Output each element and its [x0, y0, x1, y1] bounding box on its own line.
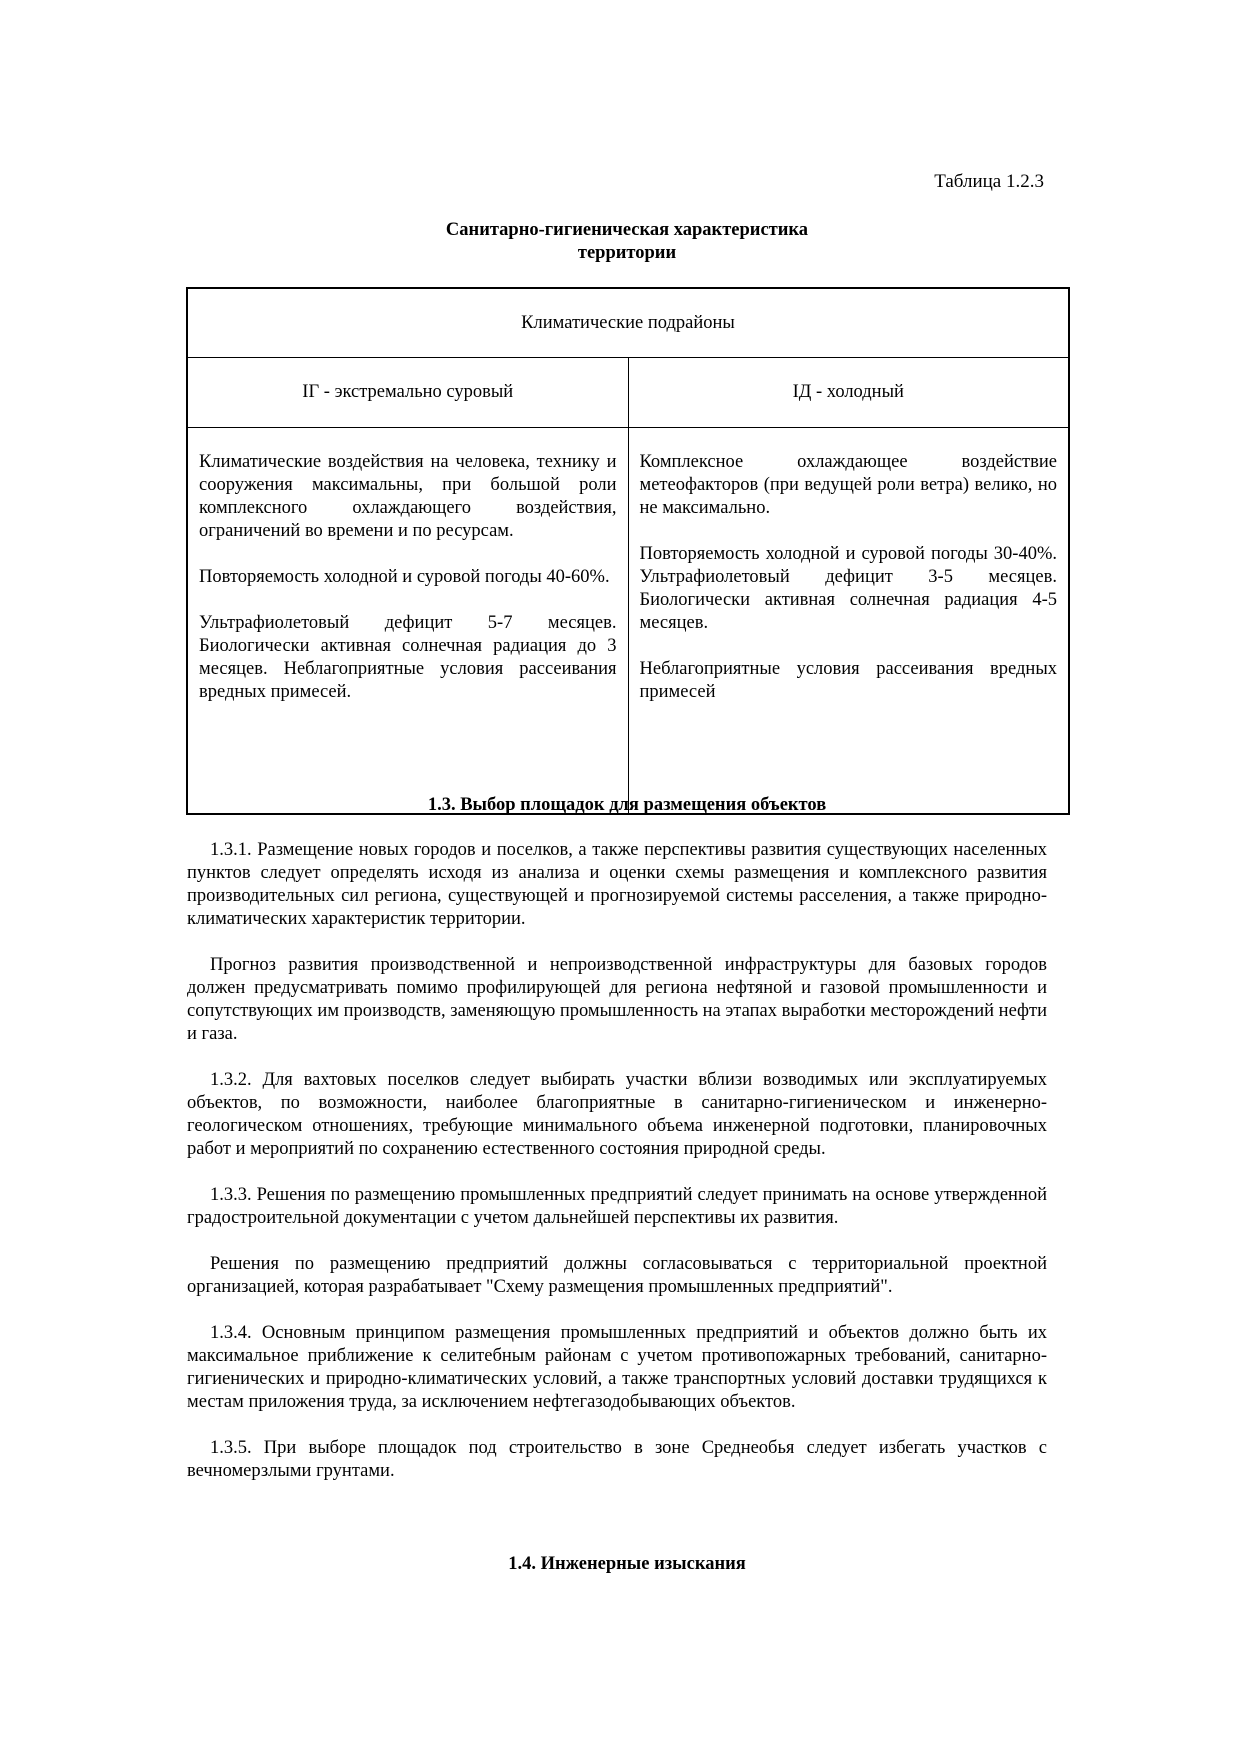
- cell-paragraph: Неблагоприятные условия рассеивания вредных примесей: [639, 659, 1057, 702]
- paragraph-1-3-2: 1.3.2. Для вахтовых поселков следует выбирать участки вблизи возводимых или эксплуатируемых объектов, по возможности, наиболее благоприятные в санитарно-гигиеническом и инженерно-геологическом отношениях, требующие минимального объема инженерной подготовки, планировочных работ и мероприятий по сохранению естественного состояния природной среды.: [187, 1070, 1047, 1159]
- section-1-3-body: [187, 839, 1047, 1506]
- table-title-line-1: Санитарно-гигиеническая характеристика: [445, 220, 809, 240]
- section-heading-1-4: 1.4. Инженерные изыскания: [508, 1554, 746, 1574]
- table-caption: Таблица 1.2.3: [934, 171, 1044, 192]
- paragraph-decisions: Решения по размещению предприятий должны согласовываться с территориальной проектной организацией, которая разрабатывает "Схему размещения промышленных предприятий".: [187, 1254, 1047, 1297]
- cell-paragraph: Повторяемость холодной и суровой погоды 40-60%.: [199, 567, 610, 587]
- table-title: [187, 219, 1067, 265]
- paragraph-1-3-5: 1.3.5. При выборе площадок под строительство в зоне Среднеобья следует избегать участков с вечномерзлыми грунтами.: [187, 1438, 1047, 1481]
- paragraph-1-3-1: 1.3.1. Размещение новых городов и поселков, а также перспективы развития существующих населенных пунктов следует определять исходя из анализа и оценки схемы размещения и комплексного развития производительных сил региона, существующей и прогнозируемой системы расселения, а также природно-климатических характеристик территории.: [187, 840, 1047, 929]
- paragraph-1-3-3: 1.3.3. Решения по размещению промышленных предприятий следует принимать на основе утвержденной градостроительной документации с учетом дальнейшей перспективы их развития.: [187, 1185, 1047, 1228]
- section-heading-1-3: 1.3. Выбор площадок для размещения объектов: [427, 795, 827, 815]
- column-header-id: IД - холодный: [628, 358, 1069, 428]
- table-subheader-row: [187, 358, 1069, 428]
- sanitary-characteristics-table: [186, 287, 1070, 815]
- paragraph-1-3-4: 1.3.4. Основным принципом размещения промышленных предприятий и объектов должно быть их максимальное приближение к селитебным районам с учетом противопожарных требований, санитарно-гигиенических и природно-климатических условий, а также транспортных условий доставки трудящихся к местам приложения труда, за исключением нефтегазодобывающих объектов.: [187, 1323, 1047, 1412]
- column-header-ig: IГ - экстремально суровый: [187, 358, 628, 428]
- table-header-row: [187, 288, 1069, 358]
- table-header-cell: Климатические подрайоны: [187, 288, 1069, 358]
- table-cell-id: [628, 428, 1069, 815]
- table-cell-ig: [187, 428, 628, 815]
- cell-paragraph: Климатические воздействия на человека, технику и сооружения максимальны, при большой роли комплексного охлаждающего воздействия, ограничений во времени и по ресурсам.: [199, 452, 617, 541]
- paragraph-forecast: Прогноз развития производственной и непроизводственной инфраструктуры для базовых городов должен предусматривать помимо профилирующей для региона нефтяной и газовой промышленности и сопутствующих им производств, заменяющую промышленность на этапах выработки месторождений нефти и газа.: [187, 955, 1047, 1044]
- cell-paragraph: Комплексное охлаждающее воздействие метеофакторов (при ведущей роли ветра) велико, но не максимально.: [639, 452, 1057, 518]
- table-body-row: [187, 428, 1069, 815]
- cell-paragraph: Ультрафиолетовый дефицит 5-7 месяцев. Биологически активная солнечная радиация до 3 месяцев. Неблагоприятные условия рассеивания вредных примесей.: [199, 613, 617, 702]
- table-title-line-2: территории: [577, 243, 677, 263]
- cell-paragraph: Повторяемость холодной и суровой погоды 30-40%. Ультрафиолетовый дефицит 3-5 месяцев. Биологически активная солнечная радиация 4-5 месяцев.: [639, 544, 1057, 633]
